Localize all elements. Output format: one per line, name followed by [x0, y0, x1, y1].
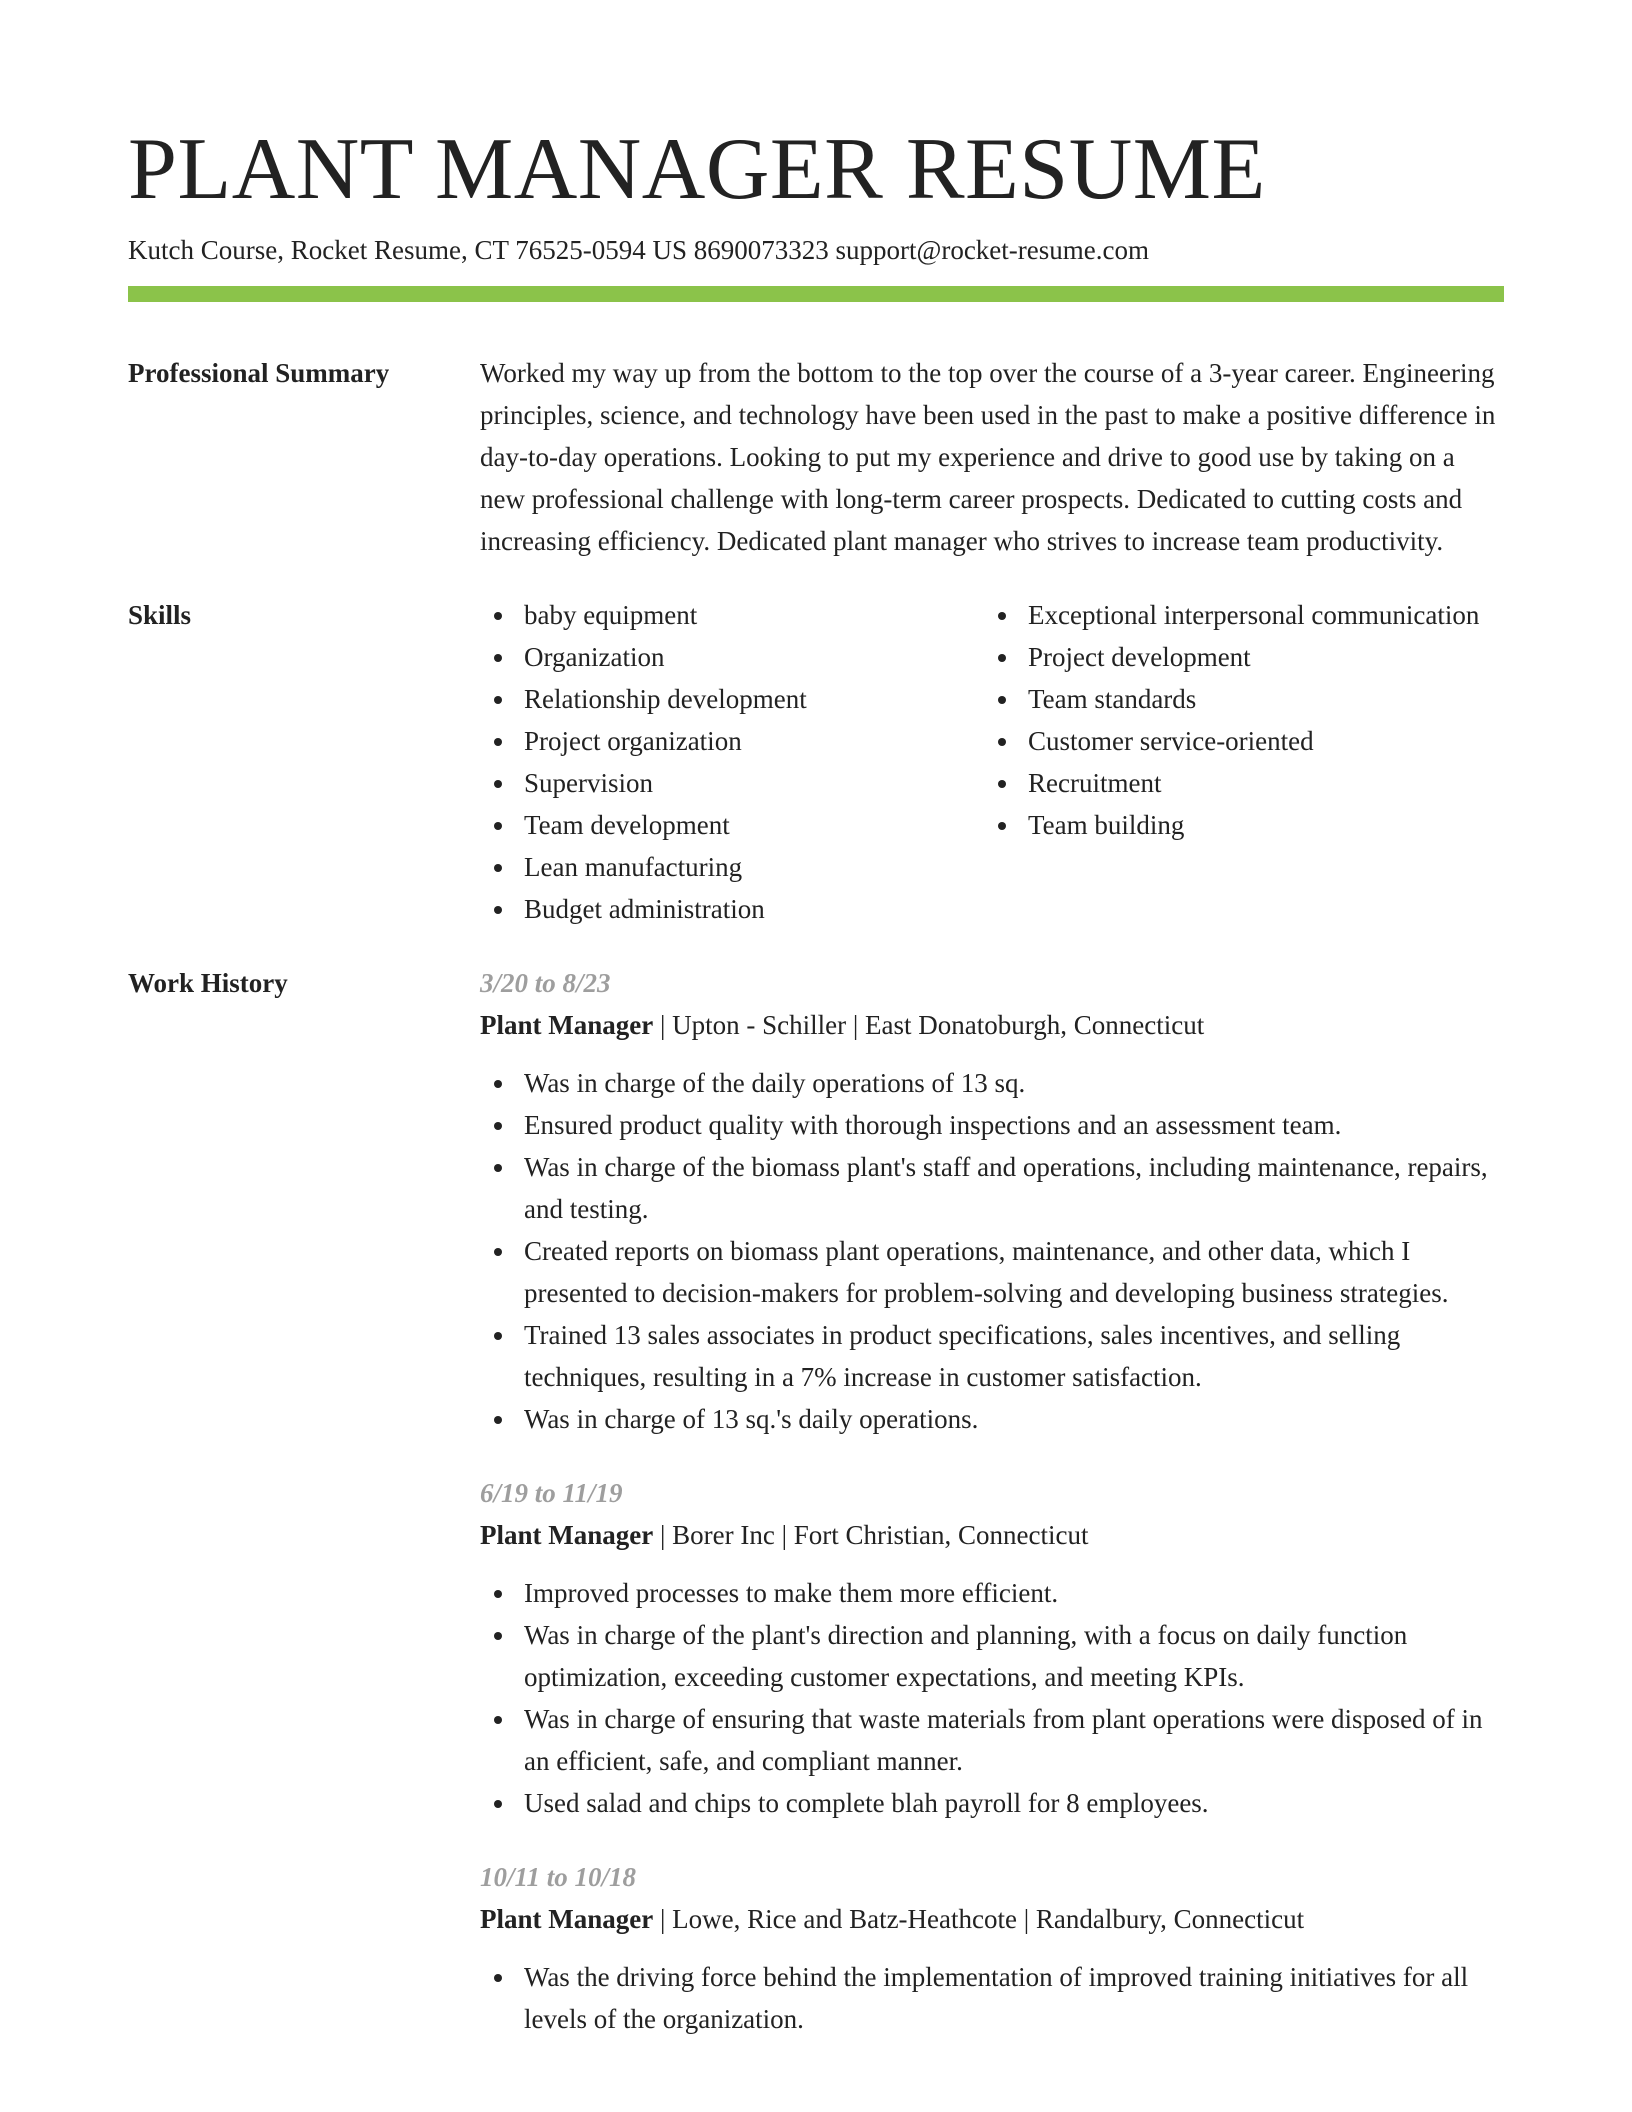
- skill-item: Recruitment: [984, 762, 1484, 804]
- job-bullet: Was in charge of ensuring that waste materials from plant operations were disposed of in an efficient, safe, and compliant manner.: [480, 1698, 1504, 1782]
- resume-header: [128, 0, 1504, 302]
- work-history-section: [128, 962, 1504, 2040]
- section-label-summary: Professional Summary: [128, 358, 390, 388]
- job-heading: [480, 1514, 1504, 1556]
- job-company-location: | Borer Inc | Fort Christian, Connecticut: [653, 1520, 1089, 1550]
- job-bullet: Created reports on biomass plant operations, maintenance, and other data, which I presented to decision-makers for problem-solving and developing business strategies.: [480, 1230, 1504, 1314]
- job-bullets: [480, 1956, 1504, 2040]
- job-bullets: [480, 1572, 1504, 1824]
- job-heading: [480, 1898, 1504, 1940]
- job-dates: 3/20 to 8/23: [480, 968, 611, 998]
- job-heading: [480, 1004, 1504, 1046]
- resume-title: PLANT MANAGER RESUME: [128, 121, 1266, 218]
- job-title: Plant Manager: [480, 1010, 654, 1040]
- job-bullets: [480, 1062, 1504, 1440]
- skill-item: Project organization: [480, 720, 984, 762]
- skill-item: Lean manufacturing: [480, 846, 984, 888]
- skills-columns: [480, 594, 1504, 930]
- accent-divider: [128, 286, 1504, 302]
- job-dates: 6/19 to 11/19: [480, 1478, 623, 1508]
- skill-item: Exceptional interpersonal communication: [984, 594, 1484, 636]
- job-bullet: Was in charge of 13 sq.'s daily operations.: [480, 1398, 1504, 1440]
- skills-list-right: [984, 594, 1484, 930]
- skill-item: Supervision: [480, 762, 984, 804]
- job-bullet: Used salad and chips to complete blah payroll for 8 employees.: [480, 1782, 1504, 1824]
- skills-list-left: [480, 594, 984, 930]
- contact-line: Kutch Course, Rocket Resume, CT 76525-0594 US 8690073323 support@rocket-resume.com: [128, 235, 1149, 265]
- section-label-work: Work History: [128, 968, 288, 998]
- skill-item: Project development: [984, 636, 1484, 678]
- job-bullet: Was in charge of the daily operations of 13 sq.: [480, 1062, 1504, 1104]
- job-company-location: | Lowe, Rice and Batz-Heathcote | Randalbury, Connecticut: [653, 1904, 1305, 1934]
- summary-text: Worked my way up from the bottom to the top over the course of a 3-year career. Engineering principles, science, and technology have been used in the past to make a positive difference in day-to-day operations. Looking to put my experience and drive to good use by taking on a new professional challenge with long-term career prospects. Dedicated to cutting costs and increasing efficiency. Dedicated plant manager who strives to increase team productivity.: [480, 358, 1496, 556]
- job-entry: [480, 1472, 1504, 1824]
- skill-item: Team development: [480, 804, 984, 846]
- skill-item: Organization: [480, 636, 984, 678]
- professional-summary-section: [128, 352, 1504, 562]
- job-entry: [480, 1856, 1504, 2040]
- skill-item: Customer service-oriented: [984, 720, 1484, 762]
- job-company-location: | Upton - Schiller | East Donatoburgh, Connecticut: [653, 1010, 1205, 1040]
- job-title: Plant Manager: [480, 1904, 654, 1934]
- work-history-body: [480, 962, 1504, 2040]
- job-entry: [480, 962, 1504, 1440]
- job-bullet: Trained 13 sales associates in product specifications, sales incentives, and selling techniques, resulting in a 7% increase in customer satisfaction.: [480, 1314, 1504, 1398]
- job-title: Plant Manager: [480, 1520, 654, 1550]
- skill-item: Team building: [984, 804, 1484, 846]
- skill-item: Team standards: [984, 678, 1484, 720]
- job-bullet: Was in charge of the biomass plant's staff and operations, including maintenance, repairs, and testing.: [480, 1146, 1504, 1230]
- section-label-skills: Skills: [128, 600, 192, 630]
- skills-section: [128, 594, 1504, 930]
- skill-item: Relationship development: [480, 678, 984, 720]
- job-bullet: Improved processes to make them more efficient.: [480, 1572, 1504, 1614]
- job-dates: 10/11 to 10/18: [480, 1862, 637, 1892]
- job-bullet: Was the driving force behind the implementation of improved training initiatives for all levels of the organization.: [480, 1956, 1504, 2040]
- skill-item: baby equipment: [480, 594, 984, 636]
- job-bullet: Was in charge of the plant's direction and planning, with a focus on daily function optimization, exceeding customer expectations, and meeting KPIs.: [480, 1614, 1504, 1698]
- job-bullet: Ensured product quality with thorough inspections and an assessment team.: [480, 1104, 1504, 1146]
- skill-item: Budget administration: [480, 888, 984, 930]
